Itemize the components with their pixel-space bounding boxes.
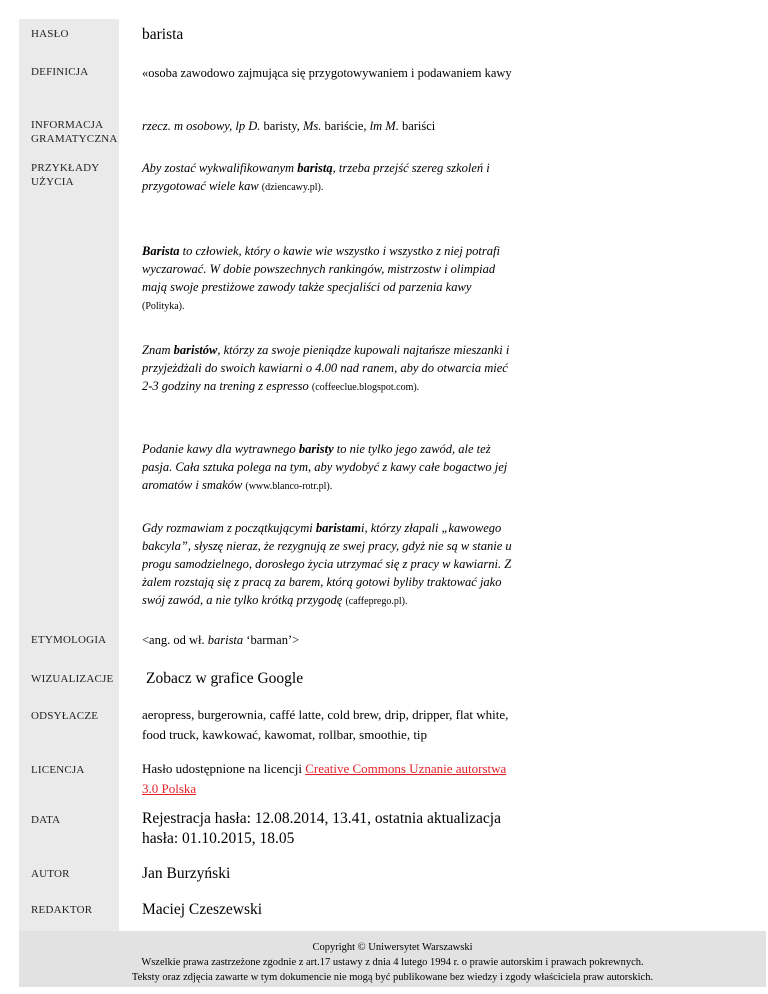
- example-text: i, którzy złapali „kawowego bakcyla”, słyszę nieraz, że rezygnują ze swej pracy, gdyż nie są w stanie u progu samodzielnego, dorosłego życia utrzymać się z pracy w kawiarni. Z żalem rozstają się z pracą za barem, którą gotowi byliby traktować jako swój zawód, a nie tylko krótką przygodę: [142, 521, 512, 607]
- example-source: (caffeprego.pl).: [345, 596, 408, 607]
- example-text: to człowiek, który o kawie wie wszystko i wszystko z niej potrafi wyczarować. W dobie powszechnych rankingów, mistrzostw i olimpiad mają swoje prestiżowe zawody także specjaliści od parzenia kawy: [142, 244, 500, 294]
- label-redaktor: REDAKTOR: [31, 904, 93, 916]
- example-keyword: baristą: [297, 161, 333, 175]
- google-images-link[interactable]: Zobacz w grafice Google: [146, 670, 304, 687]
- grammar-sep: ,: [296, 119, 303, 133]
- grammar-form: bariście: [324, 119, 364, 133]
- label-autor: AUTOR: [31, 868, 70, 880]
- example-source: (coffeeclue.blogspot.com).: [311, 382, 420, 393]
- example-keyword: baristam: [315, 521, 361, 535]
- headword: barista: [142, 26, 184, 43]
- etymology-text: [142, 631, 512, 649]
- example-text: Aby zostać wykwalifikowanym: [142, 161, 298, 175]
- etymology-part: <ang. od wł.: [142, 633, 208, 647]
- date-info: Rejestracja hasła: 12.08.2014, 13.41, ostatnia aktualizacja hasła: 01.10.2015, 18.05: [142, 810, 501, 847]
- example-text: Znam: [142, 343, 174, 357]
- example-source: (Polityka).: [142, 301, 185, 312]
- footer-rights: Wszelkie prawa zastrzeżone zgodnie z art.17 ustawy z dnia 4 lutego 1994 r. o prawie autorskim i prawach pokrewnych.: [141, 957, 644, 968]
- example-3: [142, 341, 512, 397]
- label-licencja: LICENCJA: [31, 764, 85, 776]
- example-text: , którzy za swoje pieniądze kupowali najtańsze mieszanki i przyjeżdżali do swoich kawiarni o 4.00 nad ranem, aby do otwarcia mieć 2-3 godziny na trening z espresso: [142, 343, 510, 393]
- footer-copyright: Copyright © Uniwersytet Warszawski: [312, 942, 473, 953]
- label-gramatyka: INFORMACJA GRAMATYCZNA: [31, 119, 118, 145]
- label-column: [19, 19, 119, 931]
- example-source: (www.blanco-rotr.pl).: [245, 481, 333, 492]
- example-1: [142, 159, 512, 197]
- example-source: (dziencawy.pl).: [261, 182, 324, 193]
- example-5: [142, 519, 512, 611]
- label-odsylacze: ODSYŁACZE: [31, 710, 99, 722]
- label-definicja: DEFINICJA: [31, 66, 89, 78]
- etymology-part: ‘barman’>: [243, 633, 300, 647]
- example-2: [142, 242, 512, 316]
- definition-text: «osoba zawodowo zajmująca się przygotowywaniem i podawaniem kawy: [142, 66, 512, 80]
- label-etymologia: ETYMOLOGIA: [31, 634, 107, 646]
- grammar-sep: ,: [363, 119, 370, 133]
- author-name: Jan Burzyński: [142, 865, 231, 882]
- example-text: , trzeba przejść szereg szkoleń i przygotować wiele kaw: [142, 161, 490, 193]
- label-przyklady: PRZYKŁADY UŻYCIA: [31, 162, 100, 188]
- grammar-info: [142, 117, 512, 135]
- license-text: [142, 759, 512, 799]
- label-wizualizacje: WIZUALIZACJE: [31, 673, 114, 685]
- editor-name: Maciej Czeszewski: [142, 901, 263, 918]
- license-link[interactable]: Creative Commons Uznanie autorstwa 3.0 Polska: [142, 761, 507, 796]
- cross-references: aeropress, burgerownia, caffé latte, cold brew, drip, dripper, flat white, food truck, kawkować, kawomat, rollbar, smoothie, tip: [142, 707, 509, 742]
- example-keyword: baristów: [173, 343, 218, 357]
- grammar-form: baristy: [263, 119, 297, 133]
- grammar-part: Ms.: [303, 119, 325, 133]
- grammar-form: bariści: [401, 119, 436, 133]
- grammar-part: lm M.: [369, 119, 402, 133]
- example-4: [142, 440, 512, 496]
- copyright-footer: [19, 931, 766, 987]
- etymology-word: barista: [207, 633, 244, 647]
- example-text: to nie tylko jego zawód, ale też pasja. Cała sztuka polega na tym, aby wydobyć z kawy całe bogactwo jej aromatów i smaków: [142, 442, 508, 492]
- label-data: DATA: [31, 814, 61, 826]
- footer-notice: Teksty oraz zdjęcia zawarte w tym dokumencie nie mogą być publikowane bez wiedzy i zgody właściciela praw autorskich.: [131, 972, 654, 983]
- example-text: Podanie kawy dla wytrawnego: [142, 442, 299, 456]
- example-keyword: baristy: [298, 442, 334, 456]
- license-prefix: Hasło udostępnione na licencji: [142, 761, 306, 776]
- grammar-part: rzecz. m osobowy, lp D.: [142, 119, 264, 133]
- example-text: Gdy rozmawiam z początkującymi: [142, 521, 316, 535]
- dictionary-entry: [19, 19, 766, 931]
- label-haslo: HASŁO: [31, 28, 69, 40]
- example-keyword: Barista: [142, 244, 180, 258]
